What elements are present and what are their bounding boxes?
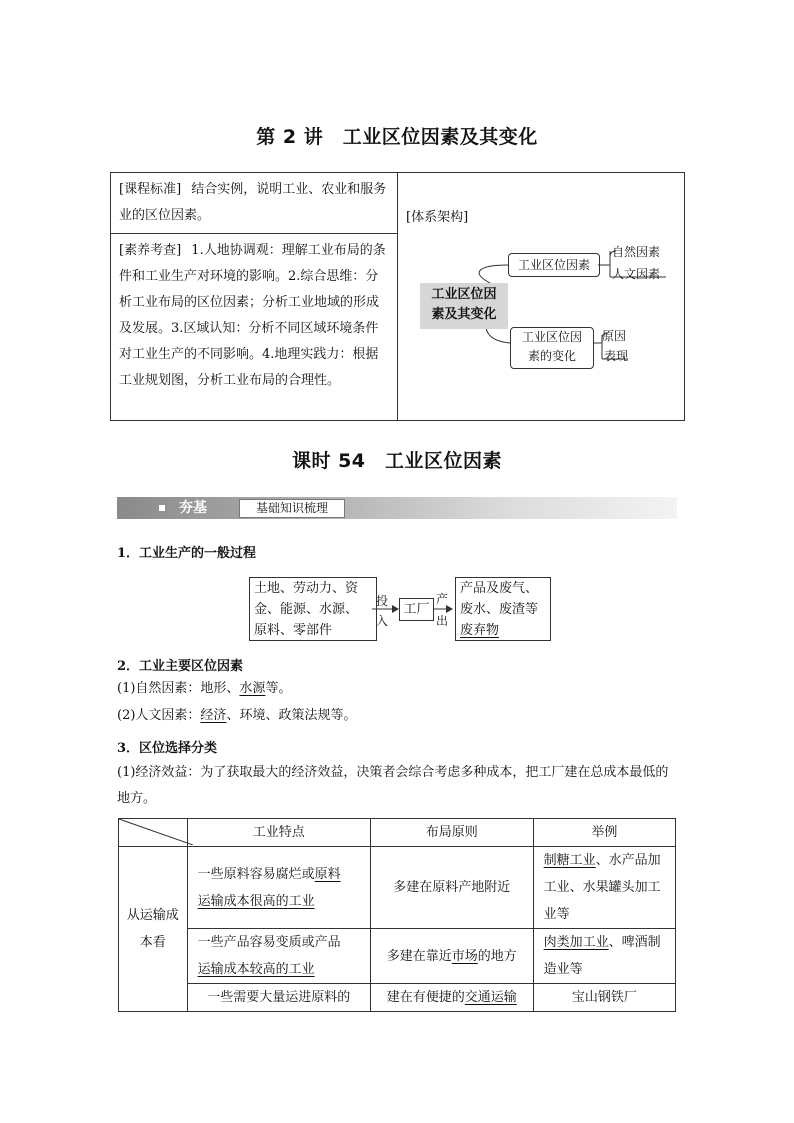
framework-tag: [体系架构] (406, 210, 469, 225)
section3-heading: 3．区位选择分类 (117, 741, 218, 756)
natural-factors-suffix: 等。 (265, 681, 292, 696)
process-input-line3: 原料、零部件 (254, 623, 333, 638)
row1-feature-b: 运输成本很高的工业 (197, 893, 315, 909)
header-example: 举例 (533, 819, 675, 847)
mindmap-root-line1: 工业区位因 (431, 287, 497, 302)
banner-main-label: 夯基 (179, 500, 207, 516)
literacy-text: 1.人地协调观：理解工业布局的条件和工业生产对环境的影响。2.综合思维：分析工业布局的区位因素；分析工业地域的形成及发展。3.区域认知：分析不同区域环境条件对工业生产的不同影响。4.地理实践力：根据工业规划图，分析工业布局的合理性。 (119, 243, 386, 388)
table-corner-cell (119, 819, 188, 847)
row3-principle-u: 交通运输 (464, 990, 517, 1005)
row1-feature-a: 一些原料容易腐烂或 (197, 866, 315, 882)
process-output-box (455, 577, 551, 641)
row3-principle-a: 建在有便捷的 (386, 990, 465, 1005)
arrow-output-bottom: 出 (436, 614, 449, 628)
arrow-output-top: 产 (436, 592, 449, 606)
row1-feature-u: 原料 (314, 866, 341, 882)
banner-sub-label: 基础知识梳理 (239, 499, 345, 518)
factory-box: 工厂 (399, 598, 434, 621)
course-standard-text: 结合实例，说明工业、农业和服务业的区位因素。 (119, 182, 387, 223)
process-output-line1: 产品及废气、 (460, 581, 539, 596)
header-principle: 布局原则 (370, 819, 533, 847)
mindmap-branch-changes-line1: 工业区位因 (521, 330, 582, 344)
row2-example (533, 929, 675, 984)
group-transport-cost (119, 847, 188, 1012)
location-choice-table (118, 818, 676, 1012)
row2-principle-u: 市场 (451, 948, 478, 964)
row1-example-rest: 、水产品加工业、水果罐头加工业等 (543, 853, 661, 922)
economic-benefit-text: (1)经济效益：为了获取最大的经济效益，决策者会综合考虑多种成本，把工厂建在总成本最低的地方。 (117, 765, 669, 806)
mindmap-leaf-performance: 表现 (604, 349, 629, 363)
section1-heading: 1．工业生产的一般过程 (117, 546, 257, 561)
row3-example: 宝山钢铁厂 (533, 984, 675, 1012)
section2-heading: 2．工业主要区位因素 (117, 659, 244, 674)
row1-feature (187, 847, 370, 929)
course-standard-tag: [课程标准] (119, 182, 182, 197)
row2-principle (370, 929, 533, 984)
row2-principle-b: 的地方 (477, 948, 517, 964)
row2-feature (187, 929, 370, 984)
corner-diagonal (119, 819, 193, 845)
row2-example-u: 肉类加工业 (543, 935, 609, 950)
human-factors-suffix: 、环境、政策法规等。 (226, 708, 357, 723)
arrow-input-bottom: 入 (376, 614, 389, 628)
natural-factors-answer: 水源 (239, 681, 266, 696)
lesson-title: 课时 54 工业区位因素 (291, 450, 503, 472)
row2-feature-a: 一些产品容易变质或产品 (197, 935, 341, 950)
row2-principle-a: 多建在靠近 (386, 948, 452, 964)
row3-feature: 一些需要大量运进原料的 (187, 984, 370, 1012)
literacy-tag: [素养考查] (119, 243, 182, 258)
mindmap-leaf-natural: 自然因素 (612, 245, 661, 259)
row1-example (533, 847, 675, 929)
group-line2: 本看 (139, 935, 166, 950)
mindmap-branch-changes-line2: 素的变化 (527, 349, 576, 363)
human-factors-answer: 经济 (200, 708, 227, 723)
row2-example-rest: 、啤酒制造业等 (543, 935, 661, 977)
mindmap-branch-factors: 工业区位因素 (508, 253, 600, 277)
group-line1: 从运输成 (126, 908, 179, 923)
row2-feature-u: 运输成本较高的工业 (197, 962, 315, 977)
row1-example-u: 制糖工业 (543, 853, 596, 868)
mindmap-root-line2: 素及其变化 (431, 307, 497, 322)
process-input-line1: 土地、劳动力、资 (254, 581, 359, 596)
header-feature: 工业特点 (187, 819, 370, 847)
human-factors-line (117, 703, 356, 729)
process-output-line2: 废水、废渣等 (460, 602, 539, 617)
row1-principle: 多建在原料产地附近 (370, 847, 533, 929)
row3-principle (370, 984, 533, 1012)
page-title: 第 2 讲 工业区位因素及其变化 (256, 126, 538, 148)
mindmap-leaf-human: 人文因素 (612, 267, 661, 281)
natural-factors-line (117, 676, 291, 702)
process-input-line2: 金、能源、水源、 (254, 602, 359, 617)
mindmap-leaf-reason: 原因 (602, 329, 627, 343)
arrow-input-top: 投 (376, 594, 389, 608)
human-factors-prefix: (2)人文因素： (117, 708, 201, 723)
process-output-line3: 废弃物 (460, 623, 500, 638)
natural-factors-prefix: (1)自然因素：地形、 (117, 681, 240, 696)
